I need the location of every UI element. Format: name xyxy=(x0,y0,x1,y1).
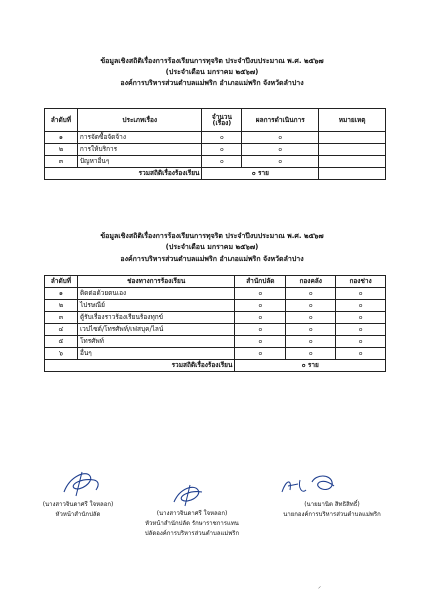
report1-org: องค์การบริหารส่วนตำบลแม่พริก อำเภอแม่พริก จังหวัดลำปาง xyxy=(120,79,304,87)
signer1-position: หัวหน้าสำนักปลัด xyxy=(55,511,101,518)
table-header-row xyxy=(45,109,386,132)
cell-note xyxy=(319,144,386,156)
report2-table xyxy=(44,275,386,372)
cell-office: ๐ xyxy=(235,348,286,360)
cell-count: ๐ xyxy=(202,132,242,144)
cell-office: ๐ xyxy=(235,300,286,312)
cell-no: ๒ xyxy=(45,300,78,312)
col-header-count: จำนวน (เรื่อง) xyxy=(202,109,242,132)
table-row xyxy=(45,300,386,312)
total-row xyxy=(45,168,386,180)
col-header-engineering: กองช่าง xyxy=(336,276,386,288)
cell-result: ๐ xyxy=(242,156,319,168)
total-label: รวมสถิติเรื่องร้องเรียน xyxy=(45,360,235,372)
col-header-finance: กองคลัง xyxy=(286,276,336,288)
cell-no: ๑ xyxy=(45,132,78,144)
cell-office: ๐ xyxy=(235,288,286,300)
report1-month: (ประจำเดือน มกราคม ๒๕๖๗) xyxy=(165,68,259,76)
cell-type: การจัดซื้อจัดจ้าง xyxy=(77,132,202,144)
cell-channel: เวปไซต์/โทรศัพท์/เฟสบุค/ไลน์ xyxy=(77,324,235,336)
table-row xyxy=(45,156,386,168)
cell-no: ๖ xyxy=(45,348,78,360)
report2-org: องค์การบริหารส่วนตำบลแม่พริก อำเภอแม่พริก จังหวัดลำปาง xyxy=(120,255,304,263)
cell-no: ๓ xyxy=(45,312,78,324)
table-row xyxy=(45,132,386,144)
table-row xyxy=(45,348,386,360)
signature-2 xyxy=(170,482,208,508)
report2-month: (ประจำเดือน มกราคม ๒๕๖๗) xyxy=(165,243,259,251)
cell-result: ๐ xyxy=(242,132,319,144)
scan-mark: ⸝ xyxy=(318,583,322,590)
cell-channel: โทรศัพท์ xyxy=(77,336,235,348)
table-row xyxy=(45,144,386,156)
cell-finance: ๐ xyxy=(286,300,336,312)
total-value: ๐ ราย xyxy=(202,168,319,180)
cell-no: ๒ xyxy=(45,144,78,156)
cell-note xyxy=(319,156,386,168)
cell-no: ๕ xyxy=(45,336,78,348)
cell-finance: ๐ xyxy=(286,288,336,300)
cell-type: ปัญหาอื่นๆ xyxy=(77,156,202,168)
col-header-office: สำนักปลัด xyxy=(235,276,286,288)
cell-type: การให้บริการ xyxy=(77,144,202,156)
col-header-no: ลำดับที่ xyxy=(45,109,78,132)
cell-finance: ๐ xyxy=(286,336,336,348)
report2-title: ข้อมูลเชิงสถิติเรื่องการร้องเรียนการทุจริต ประจำปีงบประมาณ พ.ศ. ๒๕๖๗ xyxy=(100,232,324,240)
table-row xyxy=(45,312,386,324)
cell-no: ๑ xyxy=(45,288,78,300)
signer3-position: นายกองค์การบริหารส่วนตำบลแม่พริก xyxy=(283,511,381,518)
table-header-row xyxy=(45,276,386,288)
total-label: รวมสถิติเรื่องร้องเรียน xyxy=(45,168,202,180)
signer2-position: หัวหน้าสำนักปลัด รักษาราชการแทน xyxy=(145,520,239,527)
cell-channel: ติดต่อด้วยตนเอง xyxy=(77,288,235,300)
cell-engineering: ๐ xyxy=(336,336,386,348)
signer2-name: (นางสาวจินดาศรี ใจหลอก) xyxy=(156,510,228,517)
col-header-note: หมายเหตุ xyxy=(319,109,386,132)
col-header-no: ลำดับที่ xyxy=(45,276,78,288)
cell-count: ๐ xyxy=(202,156,242,168)
col-header-type: ประเภทเรื่อง xyxy=(77,109,202,132)
cell-engineering: ๐ xyxy=(336,348,386,360)
col-header-channel: ช่องทางการร้องเรียน xyxy=(77,276,235,288)
cell-engineering: ๐ xyxy=(336,312,386,324)
cell-count: ๐ xyxy=(202,144,242,156)
cell-note xyxy=(319,132,386,144)
cell-office: ๐ xyxy=(235,324,286,336)
cell-channel: ไปรษณีย์ xyxy=(77,300,235,312)
cell-channel: อื่นๆ xyxy=(77,348,235,360)
cell-result: ๐ xyxy=(242,144,319,156)
signer1-name: (นางสาวจินดาศรี ใจหลอก) xyxy=(42,501,114,508)
report1-table xyxy=(44,108,386,180)
signature-1 xyxy=(60,468,102,498)
table-row xyxy=(45,336,386,348)
cell-finance: ๐ xyxy=(286,348,336,360)
signer3-name: (นายมานิต สิทธิสิทธิ์) xyxy=(304,501,360,508)
total-row xyxy=(45,360,386,372)
cell-engineering: ๐ xyxy=(336,288,386,300)
table-row xyxy=(45,288,386,300)
cell-engineering: ๐ xyxy=(336,324,386,336)
signer2-position-line2: ปลัดองค์การบริหารส่วนตำบลแม่พริก xyxy=(144,530,240,537)
total-value: ๐ ราย xyxy=(235,360,386,372)
cell-finance: ๐ xyxy=(286,324,336,336)
total-note xyxy=(319,168,386,180)
report1-title: ข้อมูลเชิงสถิติเรื่องการร้องเรียนการทุจริต ประจำปีงบประมาณ พ.ศ. ๒๕๖๗ xyxy=(100,57,324,65)
cell-no: ๔ xyxy=(45,324,78,336)
signature-3 xyxy=(278,472,340,500)
cell-channel: ตู้รับเรื่องราวร้องเรียนร้องทุกข์ xyxy=(77,312,235,324)
col-header-result: ผลการดำเนินการ xyxy=(242,109,319,132)
cell-office: ๐ xyxy=(235,312,286,324)
cell-finance: ๐ xyxy=(286,312,336,324)
table-row xyxy=(45,324,386,336)
cell-no: ๓ xyxy=(45,156,78,168)
cell-engineering: ๐ xyxy=(336,300,386,312)
cell-office: ๐ xyxy=(235,336,286,348)
